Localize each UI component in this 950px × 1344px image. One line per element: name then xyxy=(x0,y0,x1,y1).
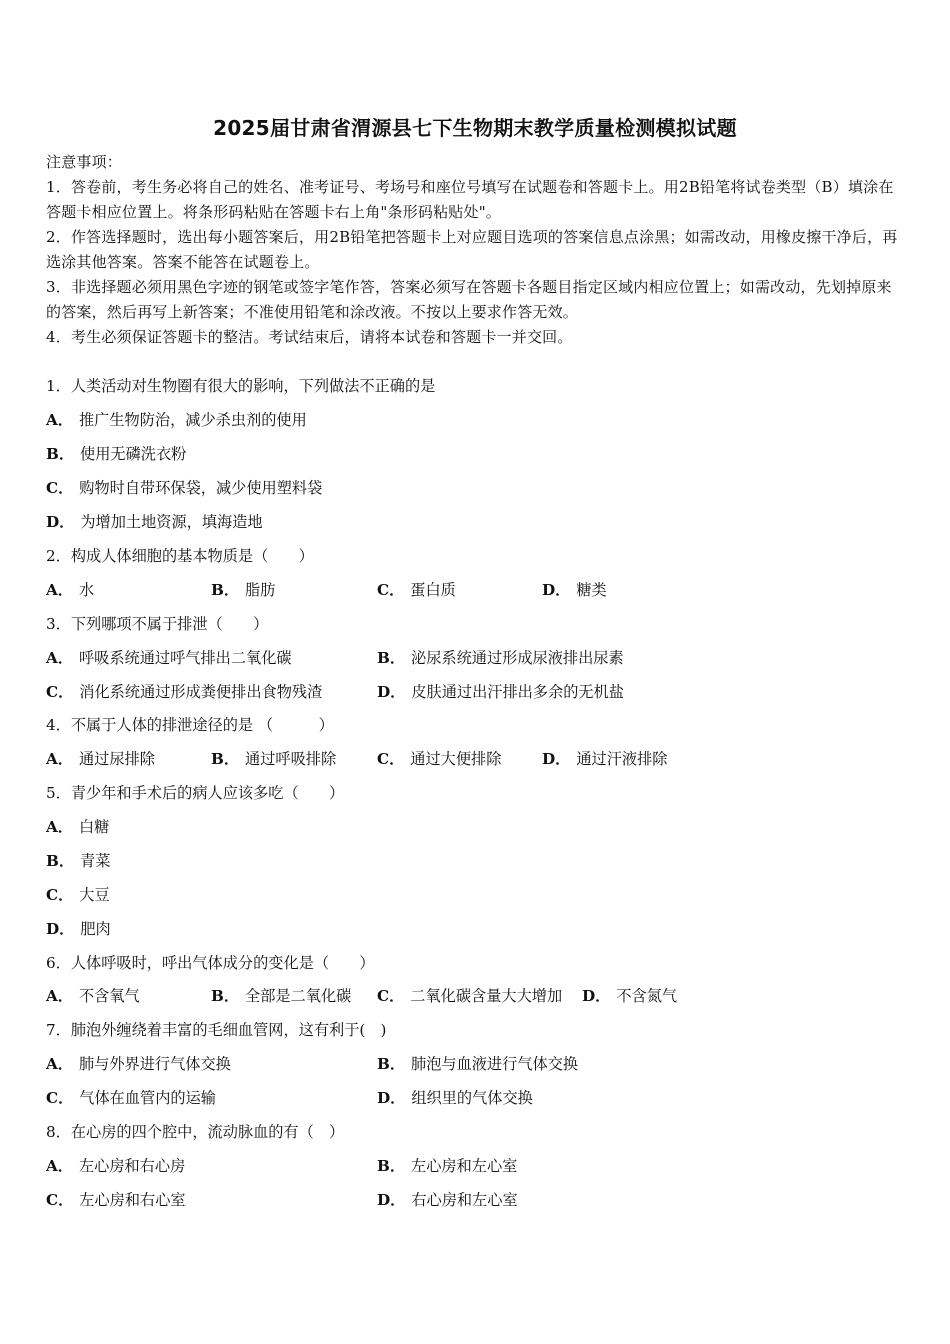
question-7-option-c: C． 气体在血管内的运输 xyxy=(46,1089,216,1107)
question-4-stem: 4．不属于人体的排泄途径的是 （ ） xyxy=(46,716,334,734)
question-5-stem: 5．青少年和手术后的病人应该多吃（ ） xyxy=(46,784,345,802)
notice-item: 3．非选择题必须用黑色字迹的钢笔或签字笔作答，答案必须写在答题卡各题目指定区域内相应位置上；如需改动，先划掉原来的答案，然后再写上新答案；不准使用铅笔和涂改液。不按以上要求作答无效。 xyxy=(46,278,892,321)
question-7-option-d: D． 组织里的气体交换 xyxy=(377,1089,533,1107)
question-4-option-b: B． 通过呼吸排除 xyxy=(211,750,337,768)
notice-item: 4．考生必须保证答题卡的整洁。考试结束后，请将本试卷和答题卡一并交回。 xyxy=(46,328,573,346)
question-3-option-c: C． 消化系统通过形成粪便排出食物残渣 xyxy=(46,683,323,701)
question-6-option-d: D． 不含氮气 xyxy=(582,987,678,1005)
question-2-option-c: C． 蛋白质 xyxy=(377,581,456,599)
question-8-option-c: C． 左心房和右心室 xyxy=(46,1191,186,1209)
question-5-option-b: B． 青菜 xyxy=(46,852,111,870)
question-8-option-d: D． 右心房和左心室 xyxy=(377,1191,518,1209)
question-1-option-d: D． 为增加土地资源，填海造地 xyxy=(46,513,263,531)
question-1-option-a: A． 推广生物防治，减少杀虫剂的使用 xyxy=(46,411,307,429)
question-4-option-a: A． 通过尿排除 xyxy=(46,750,155,768)
question-2-option-b: B． 脂肪 xyxy=(211,581,276,599)
question-3-option-b: B． 泌尿系统通过形成尿液排出尿素 xyxy=(377,649,624,667)
question-8-option-b: B． 左心房和左心室 xyxy=(377,1157,518,1175)
question-3-stem: 3．下列哪项不属于排泄（ ） xyxy=(46,615,269,633)
question-2-option-a: A． 水 xyxy=(46,581,95,599)
question-8-stem: 8．在心房的四个腔中，流动脉血的有（ ） xyxy=(46,1123,345,1141)
question-6-option-b: B． 全部是二氧化碳 xyxy=(211,987,352,1005)
question-4-option-c: C． 通过大便排除 xyxy=(377,750,502,768)
question-7-stem: 7．肺泡外缠绕着丰富的毛细血管网，这有利于( ) xyxy=(46,1021,387,1039)
notice-item: 1．答卷前，考生务必将自己的姓名、准考证号、考场号和座位号填写在试题卷和答题卡上。用2B铅笔将试卷类型（B）填涂在答题卡相应位置上。将条形码粘贴在答题卡右上角"条形码粘贴处"。 xyxy=(46,178,894,221)
question-7-option-b: B． 肺泡与血液进行气体交换 xyxy=(377,1055,579,1073)
question-7-option-a: A． 肺与外界进行气体交换 xyxy=(46,1055,231,1073)
question-5-option-c: C． 大豆 xyxy=(46,886,110,904)
question-3-option-d: D． 皮肤通过出汗排出多余的无机盐 xyxy=(377,683,624,701)
question-1-stem: 1．人类活动对生物圈有很大的影响，下列做法不正确的是 xyxy=(46,377,436,395)
page-title: 2025届甘肃省渭源县七下生物期末教学质量检测模拟试题 xyxy=(213,116,737,140)
question-5-option-a: A． 白糖 xyxy=(46,818,110,836)
question-1-option-c: C． 购物时自带环保袋，减少使用塑料袋 xyxy=(46,479,323,497)
question-2-option-d: D． 糖类 xyxy=(542,581,607,599)
question-1-option-b: B． 使用无磷洗衣粉 xyxy=(46,445,187,463)
notice-item: 2．作答选择题时，选出每小题答案后，用2B铅笔把答题卡上对应题目选项的答案信息点涂黑；如需改动，用橡皮擦干净后，再选涂其他答案。答案不能答在试题卷上。 xyxy=(46,228,898,271)
question-4-option-d: D． 通过汗液排除 xyxy=(542,750,668,768)
question-6-option-c: C． 二氧化碳含量大大增加 xyxy=(377,987,563,1005)
notice-heading: 注意事项： xyxy=(46,153,123,171)
notice-block xyxy=(46,150,904,350)
question-2-stem: 2．构成人体细胞的基本物质是（ ） xyxy=(46,547,314,565)
question-8-option-a: A． 左心房和右心房 xyxy=(46,1157,186,1175)
question-5-option-d: D． 肥肉 xyxy=(46,920,111,938)
question-6-stem: 6．人体呼吸时，呼出气体成分的变化是（ ） xyxy=(46,954,375,972)
question-3-option-a: A． 呼吸系统通过呼气排出二氧化碳 xyxy=(46,649,292,667)
question-6-option-a: A． 不含氧气 xyxy=(46,987,140,1005)
